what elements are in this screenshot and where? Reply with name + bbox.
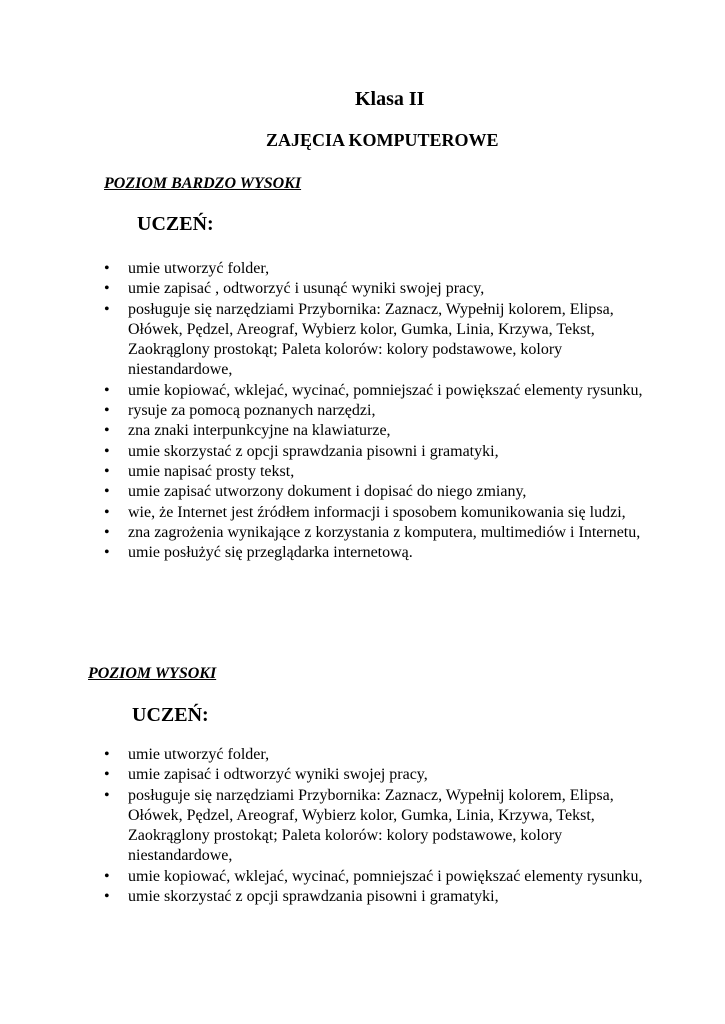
list-item: • zna znaki interpunkcyjne na klawiaturze,: [104, 421, 664, 441]
bullet-icon: •: [104, 280, 110, 298]
list-item: • posługuje się narzędziami Przybornika: Zaznacz, Wypełnij kolorem, Elipsa, Ołówek, Pędzel, Areograf, Wybierz kolor, Gumka, Linia, Krzywa, Tekst, Zaokrąglony prostokąt; Paleta kolorów: kolory podstawowe, kolory niestandardowe,: [104, 300, 614, 379]
student-heading: UCZEŃ:: [137, 213, 214, 235]
bullet-icon: •: [104, 442, 110, 460]
list-item: • umie utworzyć folder,: [104, 745, 664, 765]
page-title: Klasa II: [355, 88, 425, 110]
list-item: • umie zapisać , odtworzyć i usunąć wyniki swojej pracy,: [104, 279, 664, 299]
bullet-icon: •: [104, 786, 110, 804]
bullet-icon: •: [104, 503, 110, 521]
bullet-icon: •: [104, 422, 110, 440]
bullet-icon: •: [104, 544, 110, 562]
section-level-heading: POZIOM BARDZO WYSOKI: [104, 175, 302, 192]
list-item: • umie posłużyć się przeglądarka internetową.: [104, 543, 664, 563]
list-item: • umie kopiować, wklejać, wycinać, pomniejszać i powiększać elementy rysunku,: [104, 381, 664, 401]
bullet-icon: •: [104, 462, 110, 480]
bullet-icon: •: [104, 402, 110, 420]
bullet-icon: •: [104, 300, 110, 318]
bullet-icon: •: [104, 381, 110, 399]
list-item: • umie kopiować, wklejać, wycinać, pomniejszać i powiększać elementy rysunku,: [104, 867, 664, 887]
list-item: • posługuje się narzędziami Przybornika: Zaznacz, Wypełnij kolorem, Elipsa, Ołówek, Pędzel, Areograf, Wybierz kolor, Gumka, Linia, Krzywa, Tekst, Zaokrąglony prostokąt; Paleta kolorów: kolory podstawowe, kolory niestandardowe,: [104, 786, 614, 865]
section-level-heading: POZIOM WYSOKI: [88, 665, 217, 682]
list-item: • umie napisać prosty tekst,: [104, 462, 664, 482]
bullet-icon: •: [104, 483, 110, 501]
list-item: • umie skorzystać z opcji sprawdzania pisowni i gramatyki,: [104, 442, 664, 462]
bullet-icon: •: [104, 888, 110, 906]
bullet-icon: •: [104, 867, 110, 885]
page-subtitle: ZAJĘCIA KOMPUTEROWE: [266, 130, 499, 150]
bullet-icon: •: [104, 746, 110, 763]
skills-list: [104, 745, 664, 907]
skills-list: [104, 259, 664, 563]
bullet-icon: •: [104, 766, 110, 784]
bullet-icon: •: [104, 260, 110, 277]
list-item: • rysuje za pomocą poznanych narzędzi,: [104, 401, 664, 421]
list-item: • zna zagrożenia wynikające z korzystania z komputera, multimediów i Internetu,: [104, 523, 664, 543]
list-item: • umie utworzyć folder,: [104, 259, 664, 279]
list-item: • umie zapisać i odtworzyć wyniki swojej pracy,: [104, 765, 664, 785]
list-item: • umie zapisać utworzony dokument i dopisać do niego zmiany,: [104, 482, 664, 502]
list-item: • wie, że Internet jest źródłem informacji i sposobem komunikowania się ludzi,: [104, 503, 664, 523]
student-heading: UCZEŃ:: [132, 704, 209, 726]
bullet-icon: •: [104, 523, 110, 541]
list-item: • umie skorzystać z opcji sprawdzania pisowni i gramatyki,: [104, 887, 664, 907]
